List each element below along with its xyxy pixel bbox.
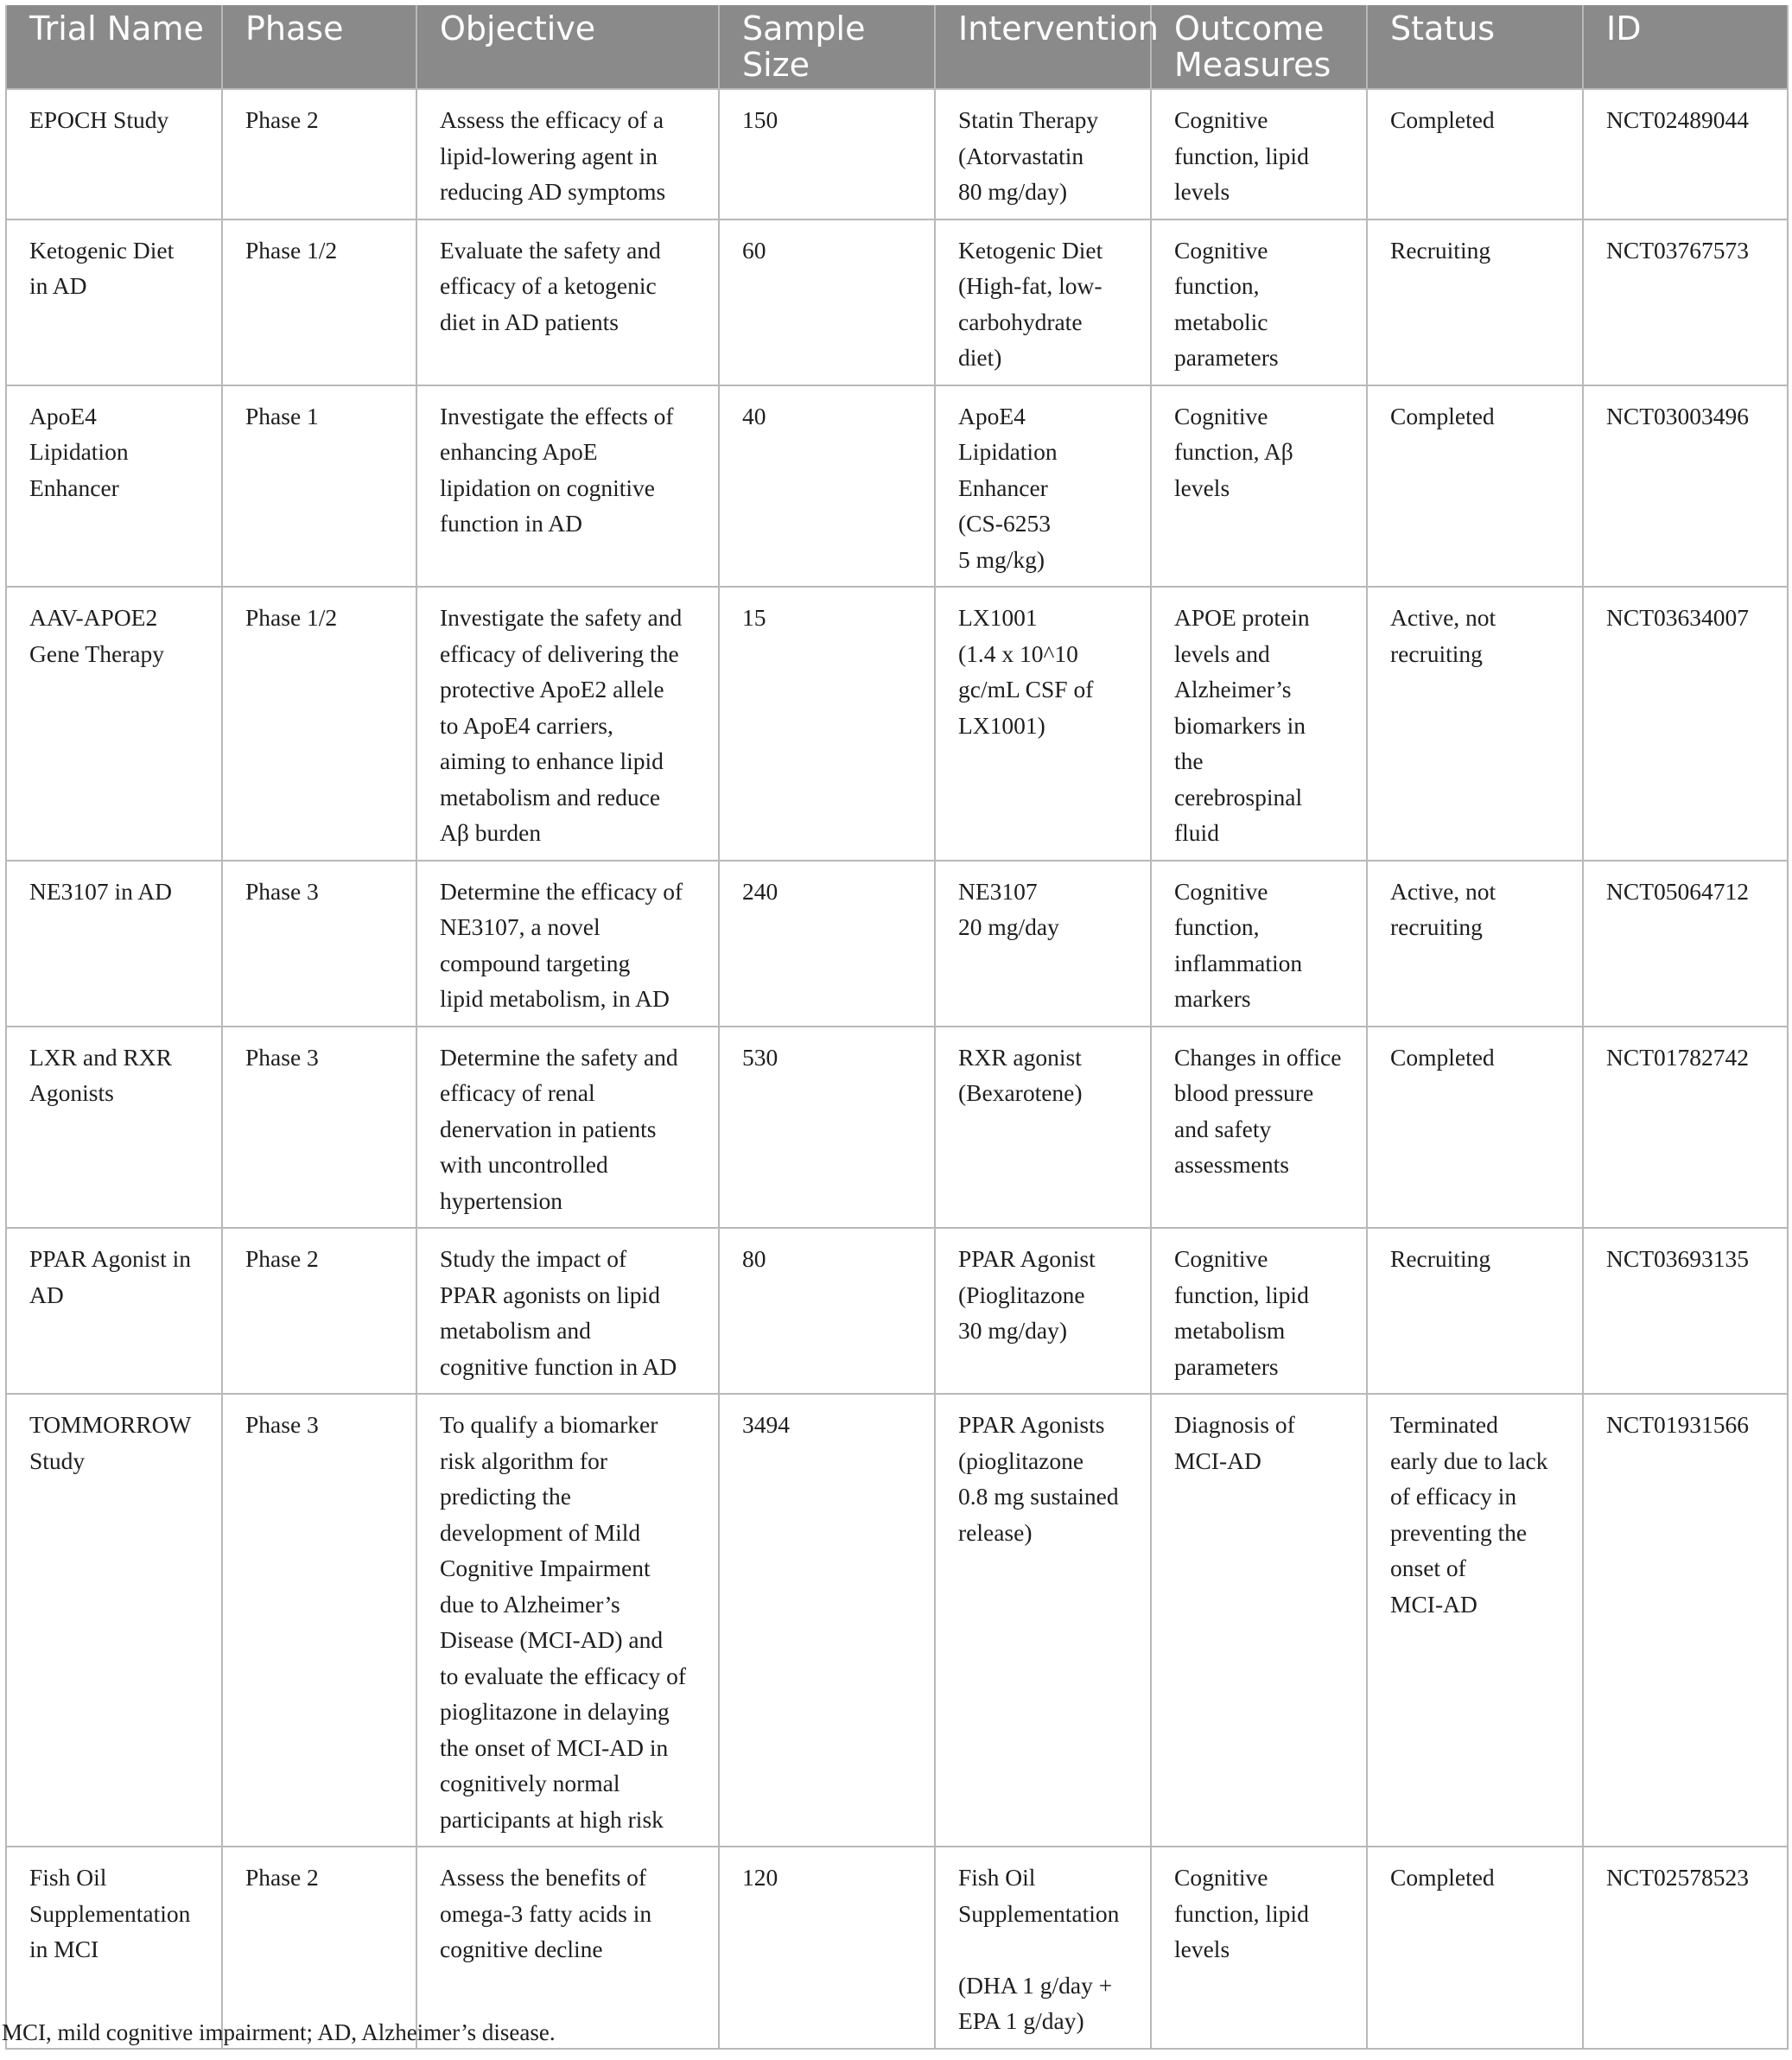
intervention-cell: PPAR Agonist (Pioglitazone 30 mg/day) — [935, 1228, 1151, 1394]
trial-id-cell: NCT03634007 — [1583, 587, 1788, 861]
trial-id-cell: NCT01782742 — [1583, 1027, 1788, 1229]
header-objective: Objective — [416, 5, 719, 89]
trial-id-cell: NCT02489044 — [1583, 89, 1788, 219]
trial-name-cell: ApoE4 Lipidation Enhancer — [6, 385, 222, 588]
sample-size-cell: 60 — [719, 219, 935, 385]
header-id: ID — [1583, 5, 1788, 89]
objective-cell: Assess the benefits of omega-3 fatty acids in cognitive decline — [416, 1847, 719, 2049]
header-outcome-measures: Outcome Measures — [1151, 5, 1367, 89]
header-sample-size: Sample Size — [719, 5, 935, 89]
sample-size-cell: 530 — [719, 1027, 935, 1229]
sample-size-cell: 15 — [719, 587, 935, 861]
status-cell: Completed — [1367, 89, 1583, 219]
sample-size-cell: 150 — [719, 89, 935, 219]
trial-id-cell: NCT02578523 — [1583, 1847, 1788, 2049]
table-row — [6, 1394, 1788, 1847]
trial-id-cell: NCT03003496 — [1583, 385, 1788, 588]
trial-name-cell: LXR and RXR Agonists — [6, 1027, 222, 1229]
outcome-measures-cell: Cognitive function, metabolic parameters — [1151, 219, 1367, 385]
header-trial-name: Trial Name — [6, 5, 222, 89]
sample-size-cell: 3494 — [719, 1394, 935, 1847]
trial-id-cell: NCT03767573 — [1583, 219, 1788, 385]
header-intervention: Intervention — [935, 5, 1151, 89]
phase-cell: Phase 3 — [222, 1394, 416, 1847]
status-cell: Completed — [1367, 1027, 1583, 1229]
intervention-cell: Statin Therapy (Atorvastatin 80 mg/day) — [935, 89, 1151, 219]
status-cell: Active, not recruiting — [1367, 861, 1583, 1027]
sample-size-cell: 40 — [719, 385, 935, 588]
table-row — [6, 1228, 1788, 1394]
outcome-measures-cell: Cognitive function, lipid levels — [1151, 1847, 1367, 2049]
outcome-measures-cell: Cognitive function, inflammation markers — [1151, 861, 1367, 1027]
objective-cell: Assess the efficacy of a lipid-lowering agent in reducing AD symptoms — [416, 89, 719, 219]
phase-cell: Phase 3 — [222, 1027, 416, 1229]
trial-id-cell: NCT01931566 — [1583, 1394, 1788, 1847]
outcome-measures-cell: Changes in office blood pressure and safety assessments — [1151, 1027, 1367, 1229]
sample-size-cell: 240 — [719, 861, 935, 1027]
trial-name-cell: EPOCH Study — [6, 89, 222, 219]
intervention-cell: Fish Oil Supplementation (DHA 1 g/day + EPA 1 g/day) — [935, 1847, 1151, 2049]
trial-id-cell: NCT03693135 — [1583, 1228, 1788, 1394]
objective-cell: Investigate the safety and efficacy of delivering the protective ApoE2 allele to ApoE4 carriers, aiming to enhance lipid metabolism and reduce Aβ burden — [416, 587, 719, 861]
objective-cell: Evaluate the safety and efficacy of a ketogenic diet in AD patients — [416, 219, 719, 385]
table-row — [6, 385, 1788, 588]
status-cell: Terminated early due to lack of efficacy in preventing the onset of MCI-AD — [1367, 1394, 1583, 1847]
table-row — [6, 861, 1788, 1027]
phase-cell: Phase 2 — [222, 1228, 416, 1394]
table-row — [6, 1847, 1788, 2049]
objective-cell: To qualify a biomarker risk algorithm for predicting the development of Mild Cognitive Impairment due to Alzheimer’s Disease (MCI-AD) and to evaluate the efficacy of pioglitazone in delaying the onset of MCI-AD in cognitively normal participants at high risk — [416, 1394, 719, 1847]
intervention-cell: Ketogenic Diet (High-fat, low- carbohydrate diet) — [935, 219, 1151, 385]
trial-name-cell: PPAR Agonist in AD — [6, 1228, 222, 1394]
table-footnote: MCI, mild cognitive impairment; AD, Alzheimer’s disease. — [2, 2019, 556, 2045]
status-cell: Recruiting — [1367, 219, 1583, 385]
header-phase: Phase — [222, 5, 416, 89]
trial-name-cell: TOMMORROW Study — [6, 1394, 222, 1847]
trial-name-cell: Fish Oil Supplementation in MCI — [6, 1847, 222, 2049]
status-cell: Completed — [1367, 1847, 1583, 2049]
sample-size-cell: 80 — [719, 1228, 935, 1394]
table-row — [6, 219, 1788, 385]
trial-name-cell: Ketogenic Diet in AD — [6, 219, 222, 385]
intervention-cell: PPAR Agonists (pioglitazone 0.8 mg sustained release) — [935, 1394, 1151, 1847]
table-row — [6, 89, 1788, 219]
objective-cell: Study the impact of PPAR agonists on lipid metabolism and cognitive function in AD — [416, 1228, 719, 1394]
trial-name-cell: NE3107 in AD — [6, 861, 222, 1027]
phase-cell: Phase 3 — [222, 861, 416, 1027]
clinical-trials-table — [5, 5, 1789, 2050]
outcome-measures-cell: Cognitive function, lipid metabolism parameters — [1151, 1228, 1367, 1394]
status-cell: Completed — [1367, 385, 1583, 588]
intervention-cell: RXR agonist (Bexarotene) — [935, 1027, 1151, 1229]
trial-id-cell: NCT05064712 — [1583, 861, 1788, 1027]
phase-cell: Phase 2 — [222, 1847, 416, 2049]
status-cell: Recruiting — [1367, 1228, 1583, 1394]
table-row — [6, 587, 1788, 861]
status-cell: Active, not recruiting — [1367, 587, 1583, 861]
intervention-cell: LX1001 (1.4 x 10^10 gc/mL CSF of LX1001) — [935, 587, 1151, 861]
sample-size-cell: 120 — [719, 1847, 935, 2049]
phase-cell: Phase 1 — [222, 385, 416, 588]
header-status: Status — [1367, 5, 1583, 89]
trial-name-cell: AAV-APOE2 Gene Therapy — [6, 587, 222, 861]
objective-cell: Determine the efficacy of NE3107, a novel compound targeting lipid metabolism, in AD — [416, 861, 719, 1027]
outcome-measures-cell: APOE protein levels and Alzheimer’s biomarkers in the cerebrospinal fluid — [1151, 587, 1367, 861]
outcome-measures-cell: Cognitive function, lipid levels — [1151, 89, 1367, 219]
table-container — [5, 5, 1787, 2050]
intervention-cell: NE3107 20 mg/day — [935, 861, 1151, 1027]
objective-cell: Determine the safety and efficacy of renal denervation in patients with uncontrolled hypertension — [416, 1027, 719, 1229]
header-row — [6, 5, 1788, 89]
outcome-measures-cell: Cognitive function, Aβ levels — [1151, 385, 1367, 588]
phase-cell: Phase 2 — [222, 89, 416, 219]
objective-cell: Investigate the effects of enhancing ApoE lipidation on cognitive function in AD — [416, 385, 719, 588]
phase-cell: Phase 1/2 — [222, 587, 416, 861]
outcome-measures-cell: Diagnosis of MCI-AD — [1151, 1394, 1367, 1847]
table-row — [6, 1027, 1788, 1229]
intervention-cell: ApoE4 Lipidation Enhancer (CS-6253 5 mg/kg) — [935, 385, 1151, 588]
phase-cell: Phase 1/2 — [222, 219, 416, 385]
